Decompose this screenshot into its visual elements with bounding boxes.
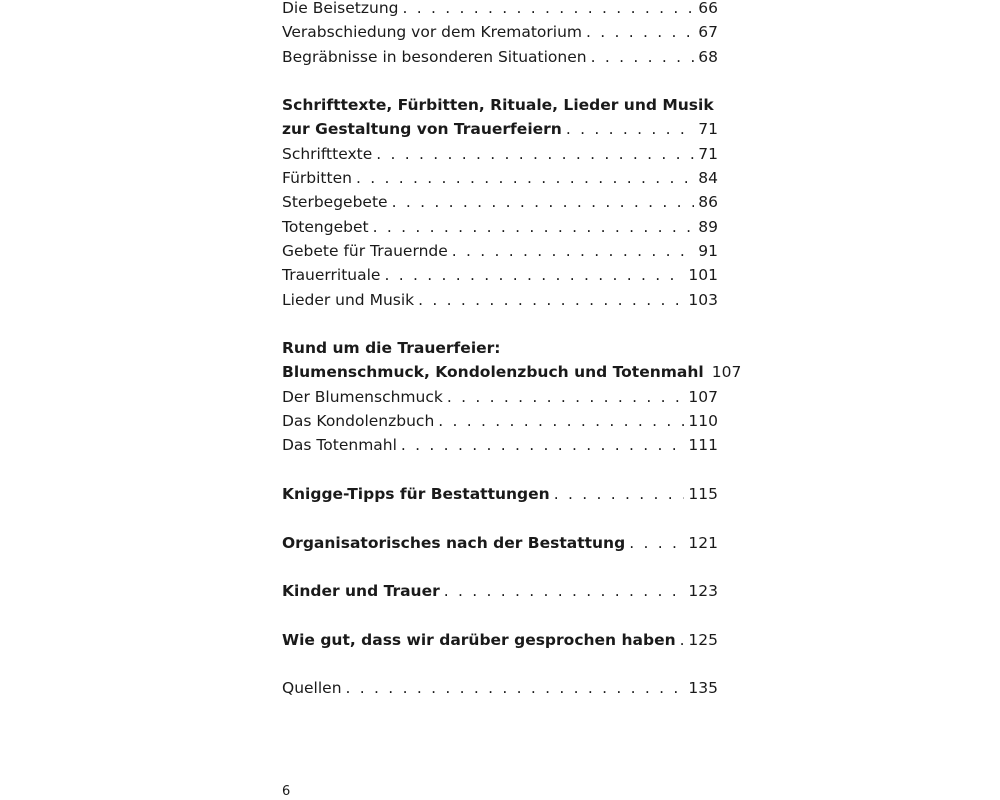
toc-section-entry — [282, 628, 718, 652]
leader-dots — [356, 166, 694, 190]
toc-entry-title: Schrifttexte — [282, 144, 373, 163]
leader-dots — [376, 142, 694, 166]
leader-dots — [373, 215, 695, 239]
toc-entry-title: Lieder und Musik — [282, 290, 415, 309]
toc-entry-page: 66 — [698, 0, 718, 17]
toc-entry-title: Begräbnisse in besonderen Situationen — [282, 47, 587, 66]
page-number: 6 — [282, 784, 291, 799]
toc-section-entry — [282, 482, 718, 506]
toc-entry-page: 71 — [698, 144, 718, 163]
toc-entry-title: Trauerrituale — [282, 266, 381, 285]
leader-dots — [447, 385, 685, 409]
section-heading-line: Schrifttexte, Fürbitten, Rituale, Lieder und Musik — [282, 96, 714, 115]
toc-entry-page: 68 — [698, 47, 718, 66]
toc-entry — [282, 20, 718, 44]
toc-section-entry — [282, 531, 718, 555]
toc-entry-title: Knigge-Tipps für Bestattungen — [282, 484, 550, 503]
toc-entry-page: 107 — [688, 387, 718, 406]
toc-entry — [282, 409, 718, 433]
leader-dots — [554, 482, 685, 506]
toc-entry-page: 135 — [688, 679, 718, 698]
toc-entry — [282, 166, 718, 190]
toc-entry-page: 111 — [688, 436, 718, 455]
toc-entry — [282, 142, 718, 166]
toc-entry-title: Der Blumenschmuck — [282, 387, 443, 406]
toc-entry-title: Wie gut, dass wir darüber gesprochen haben — [282, 630, 676, 649]
toc-entry-page: 115 — [688, 484, 718, 503]
toc-entry-title: Das Totenmahl — [282, 436, 397, 455]
toc-entry-page: 123 — [688, 582, 718, 601]
toc-entry-page: 121 — [688, 533, 718, 552]
toc-entry — [282, 190, 718, 214]
toc-entry-page: 89 — [698, 217, 718, 236]
toc-entry-page: 86 — [698, 193, 718, 212]
toc-entry-title: Das Kondolenzbuch — [282, 412, 435, 431]
toc-entry-title: Blumenschmuck, Kondolenzbuch und Totenmahl — [282, 363, 704, 382]
toc-entry-page: 125 — [688, 630, 718, 649]
toc-entry-title: zur Gestaltung von Trauerfeiern — [282, 120, 562, 139]
leader-dots — [629, 531, 684, 555]
toc-entry — [282, 0, 718, 20]
toc-entry-page: 107 — [711, 363, 742, 382]
toc-entry-title: Gebete für Trauernde — [282, 241, 448, 260]
toc-entry-page: 67 — [698, 23, 718, 42]
toc-entry-title: Quellen — [282, 679, 342, 698]
toc-entry-page: 110 — [688, 412, 718, 431]
toc-entry-page: 101 — [688, 266, 718, 285]
leader-dots — [444, 579, 685, 603]
toc-entry-page: 71 — [698, 120, 718, 139]
toc-entry-title: Totengebet — [282, 217, 369, 236]
leader-dots — [346, 676, 685, 700]
toc-entry-title: Verabschiedung vor dem Krematorium — [282, 23, 583, 42]
leader-dots — [586, 20, 694, 44]
toc-entry-title: Die Beisetzung — [282, 0, 399, 17]
leader-dots — [401, 433, 684, 457]
toc-entry — [282, 288, 718, 312]
leader-dots — [384, 263, 684, 287]
leader-dots — [438, 409, 684, 433]
leader-dots — [403, 0, 695, 20]
toc-entry-title: Kinder und Trauer — [282, 582, 440, 601]
toc-entry — [282, 239, 718, 263]
toc-section-entry — [282, 117, 718, 141]
leader-dots — [591, 45, 695, 69]
table-of-contents — [282, 0, 742, 701]
toc-entry — [282, 385, 718, 409]
toc-entry — [282, 433, 718, 457]
toc-entry — [282, 45, 718, 69]
leader-dots — [680, 628, 685, 652]
toc-section-entry — [282, 360, 742, 384]
leader-dots — [566, 117, 694, 141]
leader-dots — [418, 288, 684, 312]
toc-entry-page: 84 — [698, 169, 718, 188]
toc-entry-title: Organisatorisches nach der Bestattung — [282, 533, 626, 552]
toc-entry-title: Sterbegebete — [282, 193, 388, 212]
toc-entry — [282, 263, 718, 287]
toc-section-entry — [282, 579, 718, 603]
toc-entry-page: 103 — [688, 290, 718, 309]
toc-entry-page: 91 — [698, 241, 718, 260]
section-heading-line: Rund um die Trauerfeier: — [282, 339, 501, 358]
toc-entry — [282, 215, 718, 239]
leader-dots — [452, 239, 695, 263]
leader-dots — [392, 190, 695, 214]
toc-entry-title: Fürbitten — [282, 169, 352, 188]
toc-entry — [282, 676, 718, 700]
